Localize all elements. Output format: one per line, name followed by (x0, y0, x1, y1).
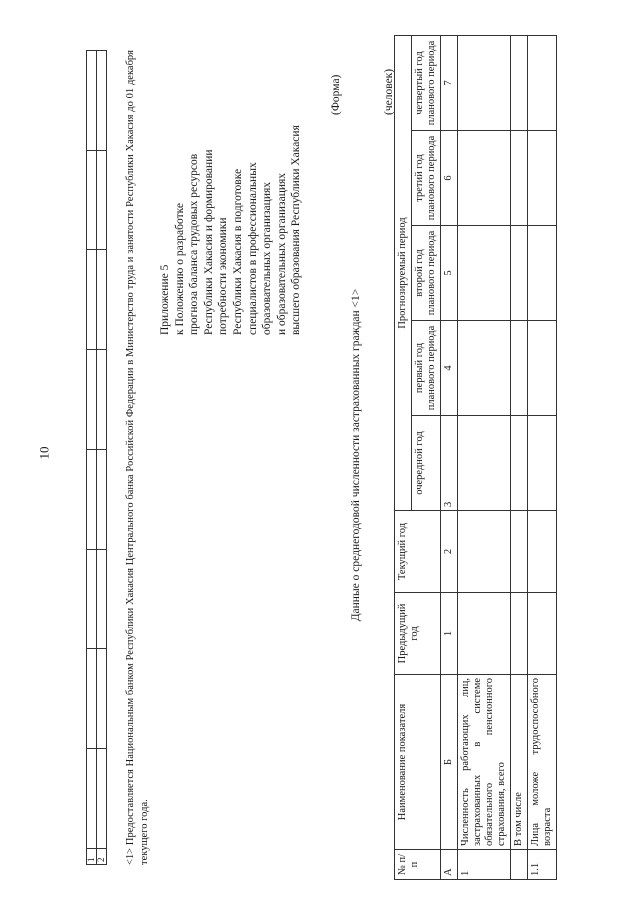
page-number: 10 (36, 446, 52, 460)
insured-citizens-table (394, 35, 557, 880)
row-name: Численность работающих лиц, застрахованных в системе обязательного пенсионного страхования, всего (458, 675, 511, 850)
index-cell: 3 (441, 416, 458, 511)
header-forecast-period: Прогнозируемый период (395, 36, 412, 511)
header-plan-year-2: второй год планового периода (412, 226, 441, 321)
appendix-line: прогноза баланса трудовых ресурсов (188, 153, 201, 335)
header-plan-year-3: третий год планового периода (412, 131, 441, 226)
appendix-line: Республики Хакасия в подготовке (231, 168, 244, 335)
header-next-year: очередной год (412, 416, 441, 511)
index-cell: 5 (441, 226, 458, 321)
appendix-line: Республики Хакасия и формировании (202, 149, 215, 335)
table-row (511, 36, 528, 880)
index-cell: 6 (441, 131, 458, 226)
table-row (87, 51, 97, 865)
appendix-line: потребности экономики (217, 217, 230, 335)
row-number: 1.1 (528, 850, 557, 880)
table-row (97, 51, 107, 865)
document-title: Данные о среднегодовой численности застрахованных граждан <1> (350, 288, 362, 622)
units-label: (человек) (383, 68, 395, 115)
header-row (395, 36, 412, 880)
table-cell: 1 (87, 849, 97, 865)
row-number: 1 (458, 850, 511, 880)
index-cell: 4 (441, 321, 458, 416)
header-plan-year-4: четвертый год планового периода (412, 36, 441, 131)
index-row (441, 36, 458, 880)
table-cell: 2 (97, 849, 107, 865)
index-cell: 7 (441, 36, 458, 131)
index-cell: Б (441, 675, 458, 850)
appendix-header (158, 35, 304, 335)
index-cell: А (441, 850, 458, 880)
index-cell: 1 (441, 593, 458, 675)
appendix-line: высшего образования Республики Хакасия (290, 125, 303, 335)
footnote: <1> Предоставляется Национальным банком Республики Хакасия Центрального банка Российской Федерации в Министерство труда и занятости Республики Хакасия до 01 декабря текущего года. (125, 50, 150, 865)
appendix-line: и образовательных организациях (275, 172, 288, 335)
row-number (511, 850, 528, 880)
appendix-line: к Положению о разработке (173, 203, 186, 335)
table-row (458, 36, 511, 880)
appendix-line: специалистов в профессиональных (246, 162, 259, 335)
row-name: Лица моложе трудоспособного возраста (528, 675, 557, 850)
appendix-line: образовательных организациях (261, 181, 274, 335)
header-num: № п/п (395, 850, 441, 880)
appendix-line: Приложение 5 (159, 264, 171, 335)
previous-table-fragment (86, 50, 107, 865)
table-row (528, 36, 557, 880)
row-name: В том числе (511, 675, 528, 850)
header-plan-year-1: первый год планового периода (412, 321, 441, 416)
header-name: Наименование показателя (395, 675, 441, 850)
header-current-year: Текущий год (395, 511, 441, 593)
form-label: (Форма) (330, 74, 342, 115)
index-cell: 2 (441, 511, 458, 593)
header-prev-year: Предыдущий год (395, 593, 441, 675)
